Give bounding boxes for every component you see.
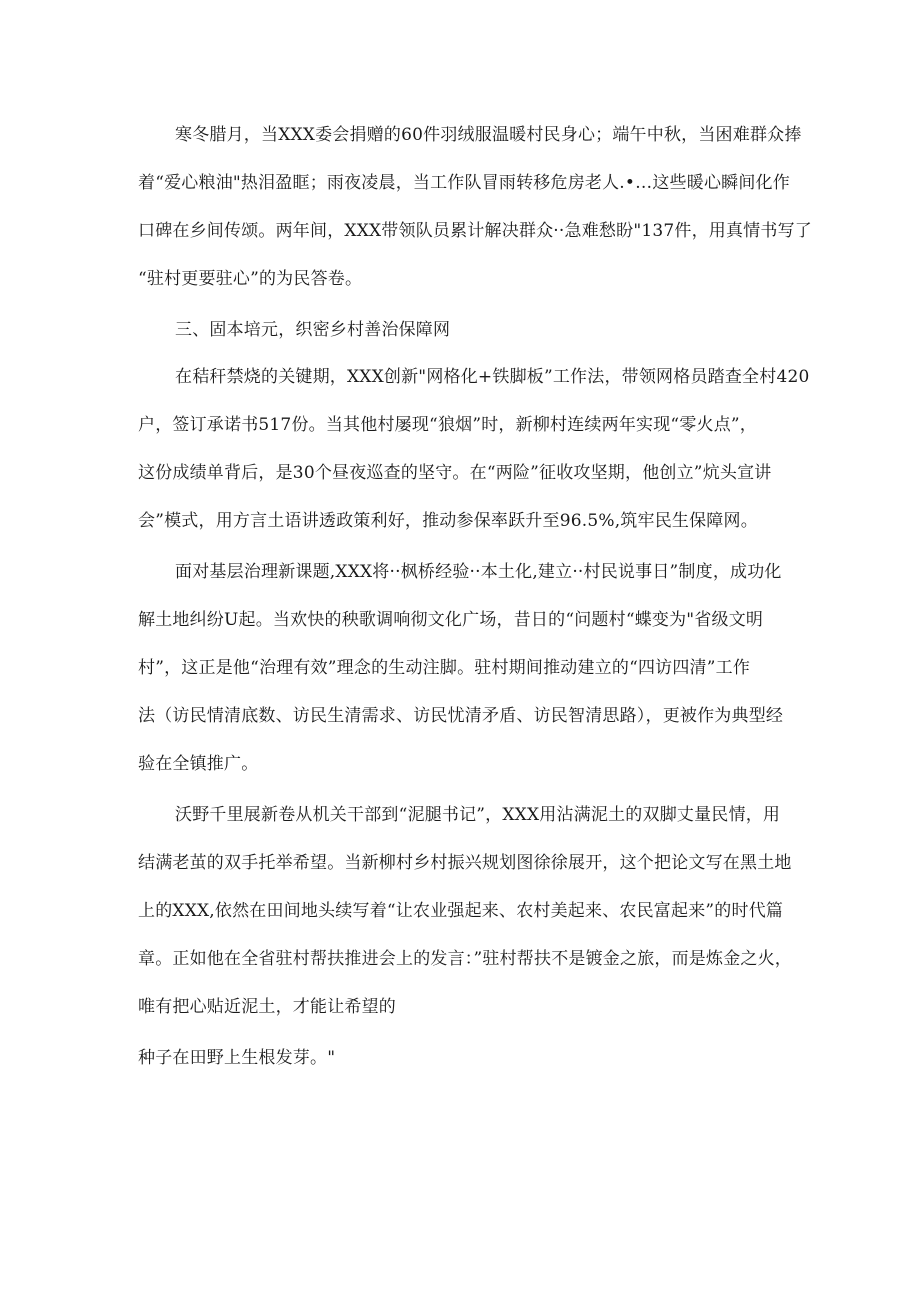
paragraph-1-line-2: 着“爱心粮油"热泪盈眶；雨夜凌晨，当工作队冒雨转移危房老人.•…这些暖心瞬间化作	[138, 173, 790, 193]
paragraph-3-line-5: 验在全镇推广。	[138, 754, 259, 774]
paragraph-4-line-5: 唯有把心贴近泥土，才能让希望的	[138, 997, 396, 1017]
paragraph-5-line-1: 种子在田野上生根发芽。"	[138, 1048, 336, 1068]
paragraph-4-line-3: 上的XXX,依然在田间地头续写着“让农业强起来、农村美起来、农民富起来”的时代篇	[138, 901, 784, 921]
paragraph-2-line-3: 这份成绩单背后，是30个昼夜巡查的坚守。在“两险”征收攻坚期，他创立”炕头宣讲	[138, 463, 772, 483]
paragraph-1-line-1: 寒冬腊月，当XXX委会捐赠的60件羽绒服温暖村民身心；端午中秋，当困难群众捧	[175, 125, 802, 145]
paragraph-3-line-1: 面对基层治理新课题,XXX将··枫桥经验··本土化,建立··村民说事日”制度，成功化	[175, 562, 782, 582]
paragraph-1-line-4: “驻村更要驻心”的为民答卷。	[138, 269, 363, 289]
paragraph-3-line-4: 法（访民情清底数、访民生清需求、访民忧清矛盾、访民智清思路），更被作为典型经	[138, 706, 784, 726]
paragraph-4-line-1: 沃野千里展新卷从机关干部到“泥腿书记”，XXX用沾满泥土的双脚丈量民情，用	[175, 805, 781, 825]
paragraph-2-line-2: 户，签订承诺书517份。当其他村屡现“狼烟”时，新柳村连续两年实现“零火点”，	[138, 415, 758, 435]
paragraph-3-line-3: 村”，这正是他“治理有效”理念的生动注脚。驻村期间推动建立的“四访四清”工作	[138, 658, 751, 678]
paragraph-4-line-2: 结满老茧的双手托举希望。当新柳村乡村振兴规划图徐徐展开，这个把论文写在黑土地	[138, 853, 792, 873]
paragraph-3-line-2: 解土地纠纷U起。当欢快的秧歌调响彻文化广场，昔日的“问题村“蝶变为"省级文明	[138, 610, 764, 630]
paragraph-2-line-4: 会”模式，用方言土语讲透政策利好，推动参保率跃升至96.5%,筑牢民生保障网。	[138, 511, 758, 531]
paragraph-2-line-1: 在秸秆禁烧的关键期，XXX创新"网格化+铁脚板”工作法，带领网格员踏查全村420	[175, 367, 810, 387]
paragraph-4-line-4: 章。正如他在全省驻村帮扶推进会上的发言：”驻村帮扶不是镀金之旅，而是炼金之火，	[138, 949, 792, 969]
paragraph-1-line-3: 口碑在乡间传颂。两年间，XXX带领队员累计解决群众··急难愁盼"137件，用真情书写了	[138, 221, 812, 241]
section-heading: 三、固本培元，织密乡村善治保障网	[175, 320, 451, 340]
